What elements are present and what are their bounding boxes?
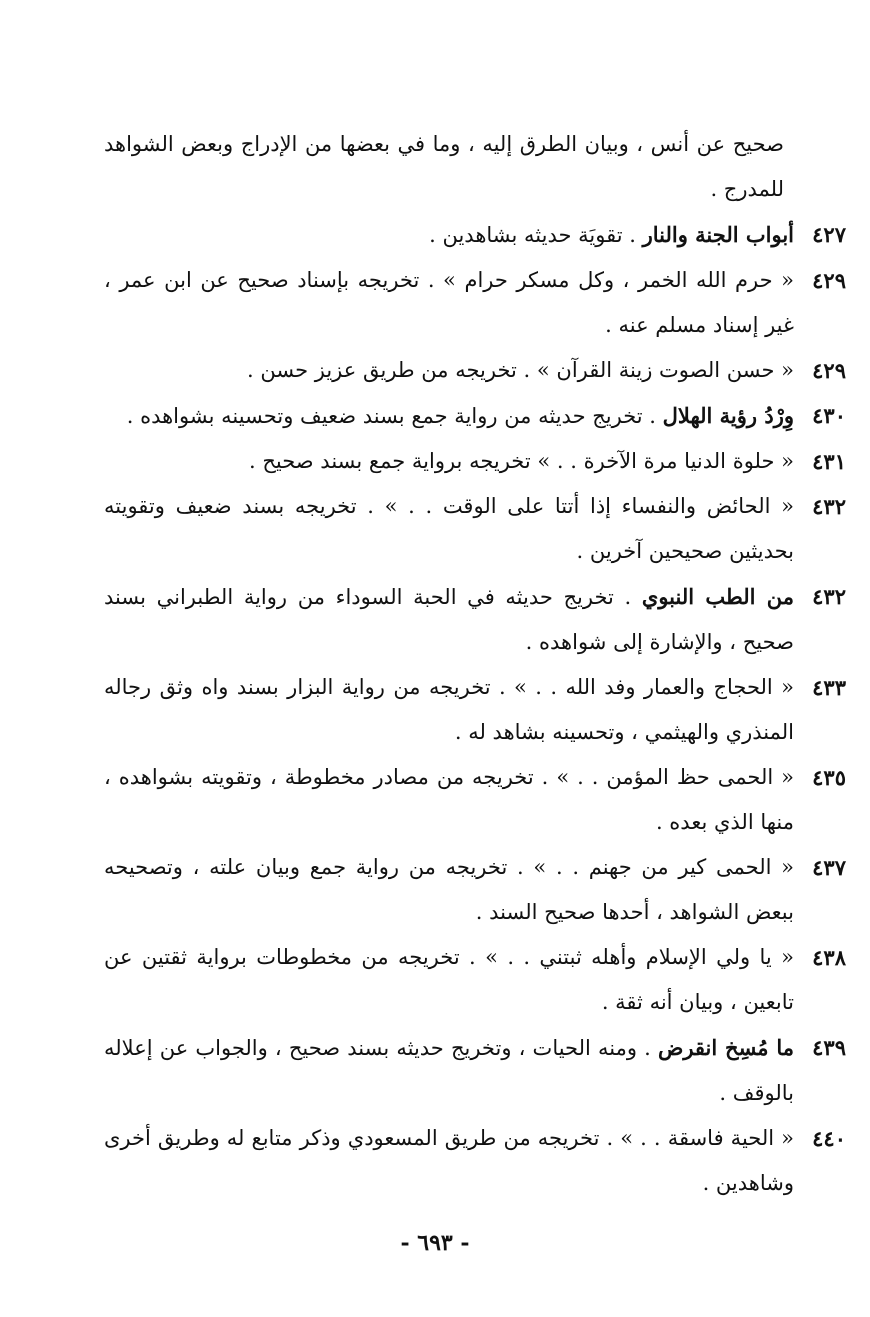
entry-body: « يا ولي الإسلام وأهله ثبتني . . » . تخريجه من مخطوطات برواية ثقتين عن تابعين ، وبيان أنه ثقة . xyxy=(104,945,794,1014)
entry-body: « الحمى حظ المؤمن . . » . تخريجه من مصادر مخطوطة ، وتقويته بشواهده ، منها الذي بعده . xyxy=(104,765,794,834)
entry-text xyxy=(104,574,794,665)
entry-text xyxy=(104,212,794,258)
entry-heading: من الطب النبوي xyxy=(641,584,794,609)
entry-430 xyxy=(104,393,846,439)
entry-text xyxy=(104,755,794,845)
entry-number: ٤٣١ xyxy=(812,449,846,474)
entry-heading: أبواب الجنة والنار xyxy=(642,222,794,247)
entry-heading: ما مُسِخ انقرض xyxy=(657,1035,794,1060)
entry-body: . تخريج حديثه في الحبة السوداء من رواية الطبراني بسند صحيح ، والإشارة إلى شواهده . xyxy=(104,585,794,654)
entry-432a xyxy=(104,484,846,574)
entry-number: ٤٤٠ xyxy=(812,1126,846,1151)
entry-body: « حلوة الدنيا مرة الآخرة . . » تخريجه برواية جمع بسند صحيح . xyxy=(248,449,794,473)
entry-number: ٤٣٠ xyxy=(812,403,846,428)
entry-body: « حسن الصوت زينة القرآن » . تخريجه من طريق عزيز حسن . xyxy=(247,358,794,382)
entry-body: « الحمى كير من جهنم . . » . تخريجه من رواية جمع وبيان علته ، وتصحيحه ببعض الشواهد ، أحدها صحيح السند . xyxy=(104,855,794,924)
entry-body: . ومنه الحيات ، وتخريج حديثه بسند صحيح ، والجواب عن إعلاله بالوقف . xyxy=(104,1036,794,1105)
entry-text xyxy=(104,258,794,348)
entry-body: « الحجاج والعمار وفد الله . . » . تخريجه من رواية البزار بسند واه وثق رجاله المنذري والهيثمي ، وتحسينه بشاهد له . xyxy=(104,675,794,744)
entry-heading: وِرْدُ رؤية الهلال xyxy=(662,403,794,428)
entry-body: « الحية فاسقة . . » . تخريجه من طريق المسعودي وذكر متابع له وطريق أخرى وشاهدين . xyxy=(104,1126,794,1195)
entry-text xyxy=(104,348,794,393)
entry-body: « حرم الله الخمر ، وكل مسكر حرام » . تخريجه بإسناد صحيح عن ابن عمر ، غير إسناد مسلم عنه . xyxy=(104,268,794,337)
entry-429b xyxy=(104,348,846,393)
entry-number: ٤٢٧ xyxy=(812,222,846,247)
entry-text xyxy=(104,665,794,755)
index-content xyxy=(104,122,846,1206)
entry-text xyxy=(104,484,794,574)
entry-number: ٤٣٢ xyxy=(812,494,846,519)
entry-number: ٤٣٣ xyxy=(812,675,846,700)
entry-440 xyxy=(104,1116,846,1206)
entry-432b xyxy=(104,574,846,665)
entry-number: ٤٣٩ xyxy=(812,1035,846,1060)
entry-439 xyxy=(104,1025,846,1116)
entry-number: ٤٣٧ xyxy=(812,855,846,880)
entry-text xyxy=(104,439,794,484)
entry-427 xyxy=(104,212,846,258)
page-number: - ٦٩٣ - xyxy=(400,1230,470,1256)
entry-number: ٤٢٩ xyxy=(812,358,846,383)
entry-text xyxy=(104,935,794,1025)
entry-text xyxy=(104,1025,794,1116)
entry-text xyxy=(104,845,794,935)
entry-431 xyxy=(104,439,846,484)
intro-continuation xyxy=(104,122,846,212)
entry-number: ٤٣٨ xyxy=(812,945,846,970)
entry-text xyxy=(104,1116,794,1206)
entry-number: ٤٢٩ xyxy=(812,268,846,293)
entry-body: « الحائض والنفساء إذا أتتا على الوقت . . » . تخريجه بسند ضعيف وتقويته بحديثين صحيحين آخرين . xyxy=(104,494,794,563)
entry-body: . تخريج حديثه من رواية جمع بسند ضعيف وتحسينه بشواهده . xyxy=(126,404,663,428)
entry-438 xyxy=(104,935,846,1025)
entry-435 xyxy=(104,755,846,845)
entry-body: . تقويَة حديثه بشاهدين . xyxy=(429,223,643,247)
entry-number: ٤٣٥ xyxy=(812,765,846,790)
entry-number: ٤٣٢ xyxy=(812,584,846,609)
entry-429a xyxy=(104,258,846,348)
entry-text xyxy=(104,393,794,439)
entry-433 xyxy=(104,665,846,755)
entry-437 xyxy=(104,845,846,935)
intro-text: صحيح عن أنس ، وبيان الطرق إليه ، وما في بعضها من الإدراج وبعض الشواهد للمدرج . xyxy=(104,132,784,201)
